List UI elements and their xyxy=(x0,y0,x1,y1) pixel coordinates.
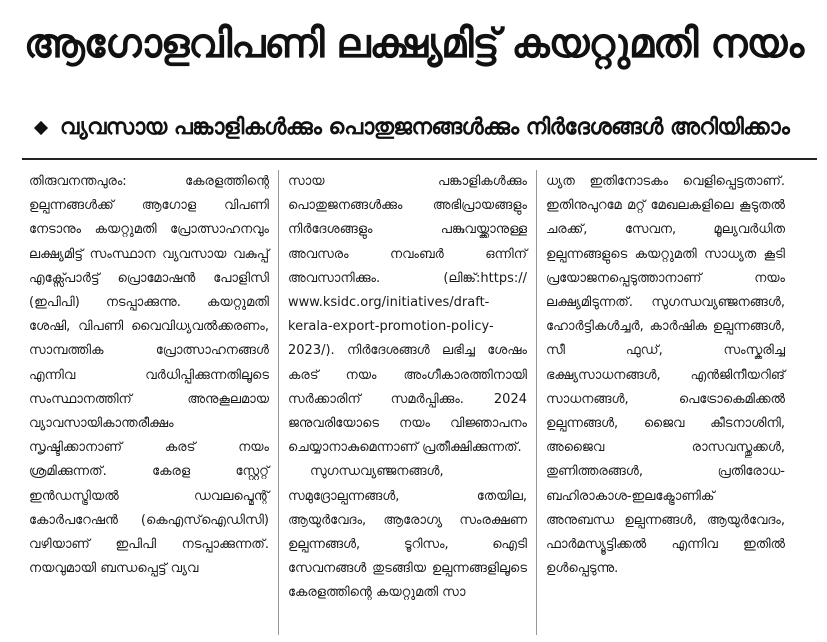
subheadline-text: വ്യവസായ പങ്കാളികൾക്കും പൊതുജനങ്ങൾക്കും നിർദേശങ്ങൾ അറിയിക്കാം xyxy=(60,115,790,140)
column-1 xyxy=(20,170,278,635)
subheadline xyxy=(30,112,820,144)
paragraph: തിരുവനന്തപുരം: കേരളത്തിന്റെ ഉല്പന്നങ്ങൾക്ക് ആഗോള വിപണി നേടാനും കയറ്റുമതി പ്രോത്സാഹനവും ലക്ഷ്യമിട്ട് സംസ്ഥാന വ്യവസായ വകുപ്പ് എക്സ്പോർട്ട് പ്രൊമോഷൻ പോളിസി (ഇപിപി) നടപ്പാക്കുന്നു. കയറ്റുമതി ശേഷി, വിപണി വൈവിധ്യവൽക്കരണം, സാമ്പത്തിക പ്രോത്സാഹനങ്ങൾ എന്നിവ വർധിപ്പിക്കുന്നതിലൂടെ സംസ്ഥാനത്തിന് അനുകൂലമായ വ്യാവസായികാന്തരീക്ഷം സൃഷ്ടിക്കാനാണ് കരട് നയം ശ്രമിക്കുന്നത്. കേരള സ്റ്റേറ്റ് ഇൻഡസ്ട്രിയൽ ഡവലപ്മെന്റ് കോർപറേഷൻ (കെഎസ്ഐഡിസി) വഴിയാണ് ഇപിപി നടപ്പാക്കുന്നത്. നയവുമായി ബന്ധപ്പെട്ട് വ്യവ xyxy=(29,174,269,577)
divider xyxy=(22,158,817,160)
paragraph: സുഗന്ധവ്യഞ്ജനങ്ങൾ, സമുദ്രോല്പന്നങ്ങൾ, തേയില, ആയുർവേദം, ആരോഗ്യ സംരക്ഷണ ഉല്പന്നങ്ങൾ, ടൂറിസം, ഐടി സേവനങ്ങൾ തുടങ്ങിയ ഉല്പന്നങ്ങളിലൂടെ കേരളത്തിന്റെ കയറ്റുമതി സാ xyxy=(288,464,527,601)
column-2 xyxy=(278,170,536,635)
diamond-bullet-icon xyxy=(34,121,48,135)
paragraph: സായ പങ്കാളികൾക്കും പൊതുജനങ്ങൾക്കും അഭിപ്രായങ്ങളും നിർദേശങ്ങളും പങ്കുവയ്ക്കാനുള്ള അവസരം നവംബർ ഒന്നിന് അവസാനിക്കും. (ലിങ്ക്:https:// www.ksidc.org/initiatives/draft-kerala-export-promotion-policy-2023/). നിർദേശങ്ങൾ ലഭിച്ച ശേഷം കരട് നയം അംഗീകാരത്തിനായി സർക്കാരിന് സമർപ്പിക്കും. 2024 ജനുവരിയോടെ നയം വിജ്ഞാപനം ചെയ്യാനാകുമെന്നാണ് പ്രതീക്ഷിക്കുന്നത്. xyxy=(288,174,527,456)
article-body xyxy=(20,170,820,635)
column-3 xyxy=(536,170,794,635)
paragraph: ധ്യത ഇതിനോടകം വെളിപ്പെട്ടതാണ്. ഇതിനുപുറമേ മറ്റ് മേഖലകളിലെ കൂടുതൽ ചരക്ക്, സേവന, മൂല്യവർധിത ഉല്പന്നങ്ങളുടെ കയറ്റുമതി സാധ്യത കൂടി പ്രയോജനപ്പെടുത്താനാണ് നയം ലക്ഷ്യമിടുന്നത്. സുഗന്ധവ്യഞ്ജനങ്ങൾ, ഹോർട്ടികൾച്ചർ, കാർഷിക ഉല്പന്നങ്ങൾ, സീ ഫുഡ്, സംസ്കരിച്ച ഭക്ഷ്യസാധനങ്ങൾ, എൻജിനീയറിങ് സാധനങ്ങൾ, പെട്രോകെമിക്കൽ ഉല്പന്നങ്ങൾ, ജൈവ കീടനാശിനി, അജൈവ രാസവസ്തുക്കൾ, തുണിത്തരങ്ങൾ, പ്രതിരോധ-ബഹിരാകാശ-ഇലക്ട്രോണിക് അനുബന്ധ ഉല്പന്നങ്ങൾ, ആയുർവേദം, ഫാർമസ്യൂട്ടിക്കൽ എന്നിവ ഇതിൽ ഉൾപ്പെടുന്നു. xyxy=(546,174,785,577)
headline: ആഗോളവിപണി ലക്ഷ്യമിട്ട് കയറ്റുമതി നയം xyxy=(23,21,804,67)
